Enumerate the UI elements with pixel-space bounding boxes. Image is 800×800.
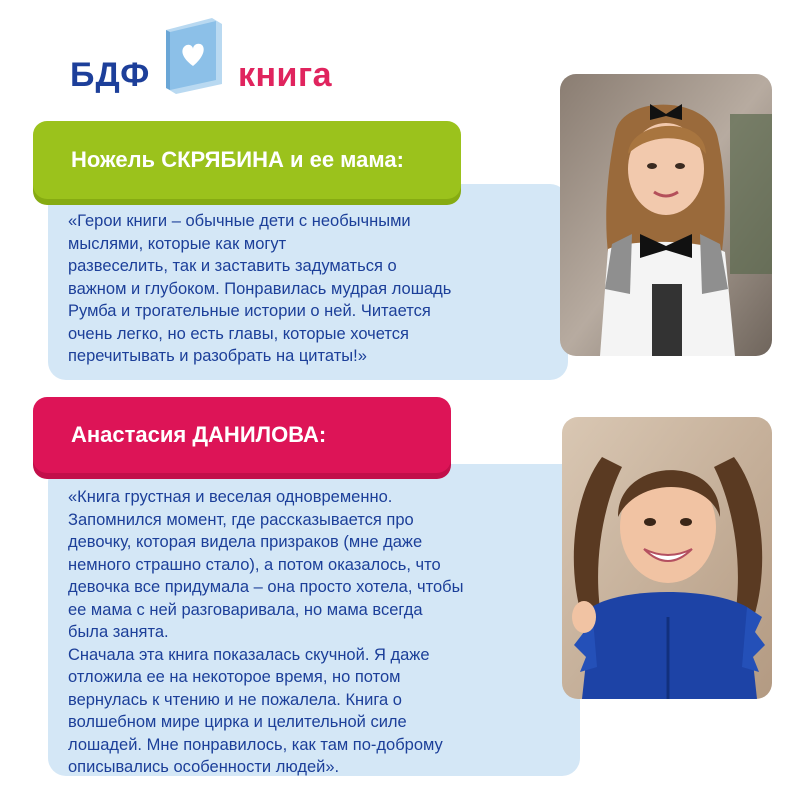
review-2-quote: «Книга грустная и веселая одновременно. Запомнился момент, где рассказывается про девочку, которая видела призраков (мне даже немного страшно стало), а потом оказалось, что девочка все придумала – она просто хотела, чтобы ее мама с ней разговаривала, но мама всегда была занята. Сначала эта книга показалась скучной. Я даже отложила ее на некоторое время, но потом вернулась к чтению и не пожалела. Книга о волшебном мире цирка и целительной силе лошадей. Мне понравилось, как там по-доброму описывались особенности людей». (68, 488, 464, 776)
review-2-name-label (33, 397, 451, 473)
logo-left-text: БДФ (70, 56, 151, 94)
review-2-photo (562, 417, 772, 699)
review-1-name-label (33, 121, 461, 199)
review-1-quote: «Герои книги – обычные дети с необычными мыслями, которые как могут развеселить, так и заставить задуматься о важном и глубоком. Понравилась мудрая лошадь Румба и трогательные истории о ней. Читается очень легко, но есть главы, которые хочется перечитывать и разобрать на цитаты!» (68, 212, 452, 365)
review-2-name: Анастасия ДАНИЛОВА: (71, 422, 327, 447)
logo-right-text: книга (238, 56, 333, 94)
review-1-name: Ножель СКРЯБИНА и ее мама: (71, 147, 404, 172)
review-1-photo (560, 74, 772, 356)
book-heart-icon (156, 14, 232, 94)
logo (70, 14, 370, 94)
